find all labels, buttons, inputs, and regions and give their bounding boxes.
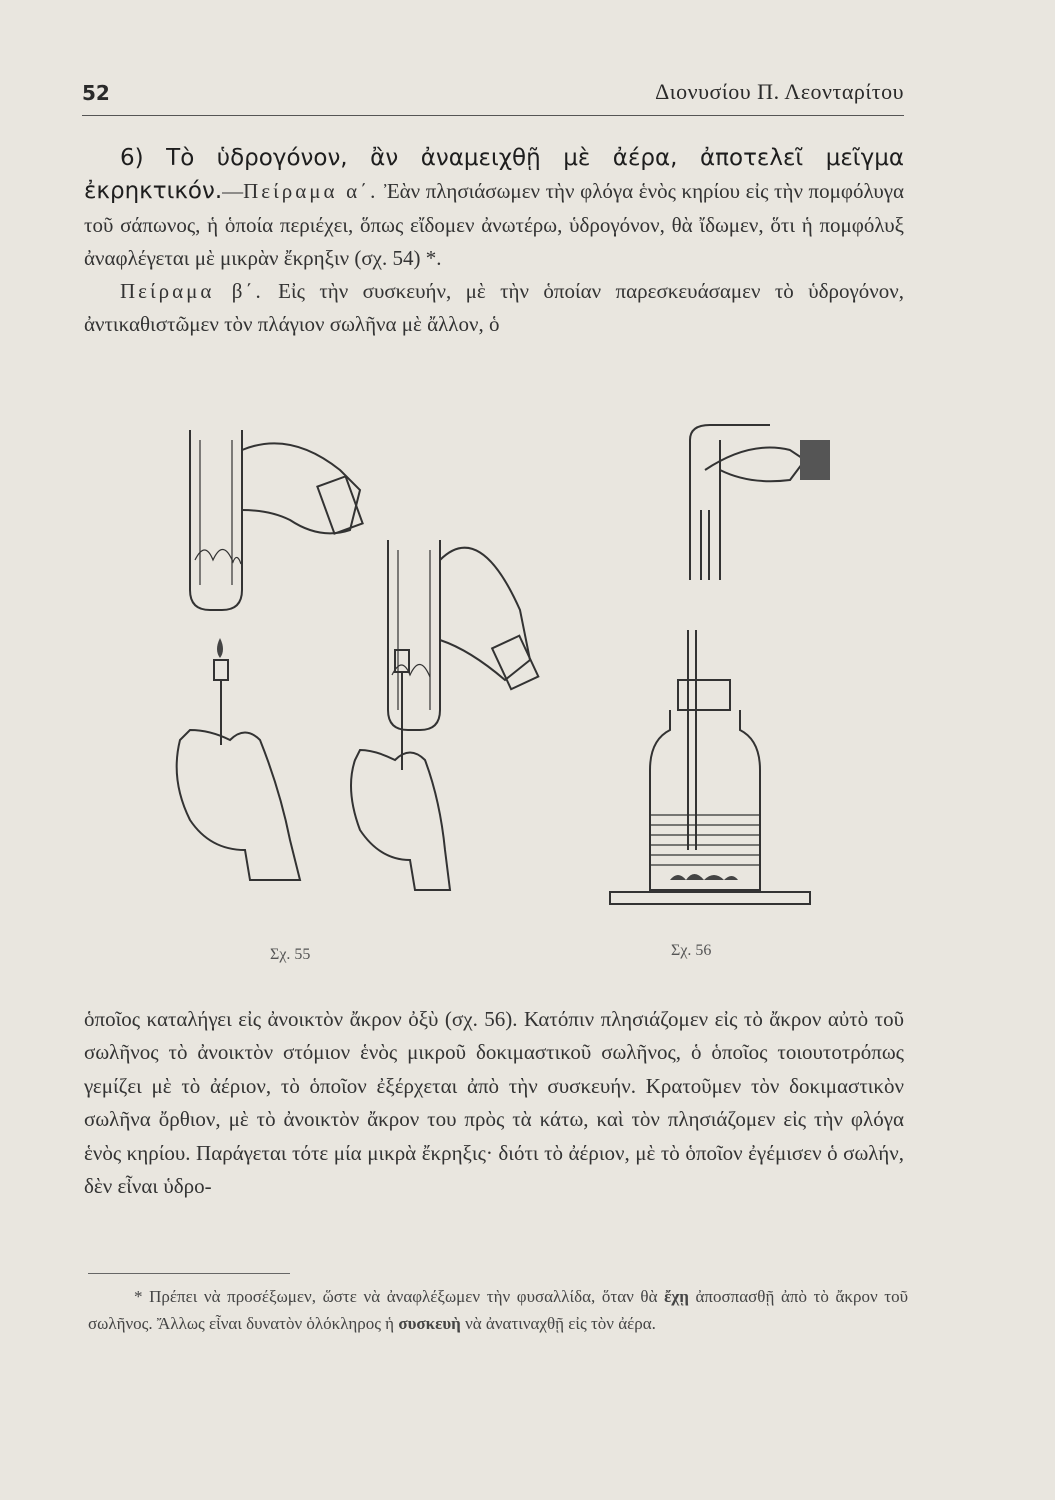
footnote-marker: * — [134, 1287, 143, 1306]
page-number: 52 — [82, 81, 110, 105]
figure-56-apparatus — [610, 425, 830, 904]
footnote-bold-1: ἔχῃ — [664, 1287, 689, 1306]
footnote-bold-2: συσκευὴ — [398, 1314, 461, 1333]
experiment-b-text: Εἰς τὴν συσκευήν, μὲ τὴν ὁποίαν παρεσκευάσαμεν τὸ ὑδρογόνον, ἀντικαθιστῶμεν τὸν πλάγιον σωλῆνα μὲ ἄλλον, ὁ — [84, 279, 904, 337]
footnote-text-1: Πρέπει νὰ προσέξωμεν, ὥστε νὰ ἀναφλέξωμεν τὴν φυσαλλίδα, ὅταν θὰ — [149, 1287, 665, 1306]
figure-55-left-tube — [190, 430, 363, 610]
figures-55-56 — [150, 410, 870, 920]
section-title: 6) Τὸ ὑδρογόνον, ἂν ἀναμειχθῇ μὲ ἀέρα, ἀποτελεῖ μεῖγμα ἐκρηκτικόν. — [84, 145, 904, 205]
page-header — [82, 75, 904, 116]
paragraph-experiments — [84, 142, 904, 342]
experiment-a-text: Ἐὰν πλησιάσωμεν τὴν φλόγα ἑνὸς κηρίου εἰς τὴν πομφόλυγα τοῦ σάπωνος, ἡ ὁποία περιέχει, ὅπως εἴδομεν ἀνωτέρω, ὑδρογόνον, θὰ ἴδωμεν, ὅτι ἡ πομφόλυξ ἀναφλέγεται μὲ μικρὰν ἔκρηξιν (σχ. 54) *. — [84, 179, 904, 270]
figure-56-caption: Σχ. 56 — [671, 942, 712, 959]
footnote-rule — [88, 1273, 290, 1274]
section-experiment-b — [84, 275, 904, 342]
figure-55-left-candle — [177, 638, 300, 880]
section-explosive-mixture: 6) Τὸ ὑδρογόνον, ἂν ἀναμειχθῇ μὲ ἀέρα, ἀποτελεῖ μεῖγμα ἐκρηκτικόν.—Πείραμα α΄. Ἐὰν πλησιάσωμεν τὴν φλόγα ἑνὸς κηρίου εἰς τὴν πομφόλυγα τοῦ σάπωνος, ἡ ὁποία περιέχει, ὅπως εἴδομεν ἀνωτέρω, ὑδρογόνον, θὰ ἴδωμεν, ὅτι ἡ πομφόλυξ ἀναφλέγεται μὲ μικρὰν ἔκρηξιν (σχ. 54) *. — [84, 145, 904, 270]
running-head: Διονυσίου Π. Λεονταρίτου — [655, 79, 904, 104]
footnote-text-3: νὰ ἀνατιναχθῇ εἰς τὸν ἀέρα. — [460, 1314, 656, 1333]
experiment-a-label: Πείραμα α΄. — [243, 179, 379, 204]
figure-illustration — [150, 410, 870, 920]
footnote — [88, 1283, 908, 1337]
figure-55-caption: Σχ. 55 — [270, 946, 311, 963]
figure-55-right-tube — [351, 540, 538, 890]
footnote-text-2: ἀποσπασθῇ ἀπὸ τὸ ἄκρον τοῦ σωλῆνος. Ἄλλως εἶναι δυνατὸν ὁλόκληρος ἡ — [88, 1287, 909, 1333]
experiment-b-label: Πείραμα β΄. — [120, 279, 264, 304]
paragraph-continuation: ὁποῖος καταλήγει εἰς ἀνοικτὸν ἄκρον ὀξὺ (σχ. 56). Κατόπιν πλησιάζομεν εἰς τὸ ἄκρον αὐτὸ τοῦ σωλῆνος τὸ ἀνοικτὸν στόμιον ἑνὸς μικροῦ δοκιμαστικοῦ σωλῆνος, ὁ ὁποῖος τοιουτοτρόπως γεμίζει μὲ τὸ ἀέριον, τὸ ὁποῖον ἐξέρχεται ἀπὸ τὴν συσκευήν. Κρατοῦμεν τὸν δοκιμαστικὸν σωλῆνα ὄρθιον, μὲ τὸ ἀνοικτὸν ἄκρον του πρὸς τὰ κάτω, καὶ τὸν πλησιάζομεν εἰς τὴν φλόγα ἑνὸς κηρίου. Παράγεται τότε μία μικρὰ ἔκρηξις· διότι τὸ ἀέριον, μὲ τὸ ὁποῖον ἐγέμισεν ὁ σωλήν, δὲν εἶναι ὑδρο- — [84, 1007, 904, 1199]
